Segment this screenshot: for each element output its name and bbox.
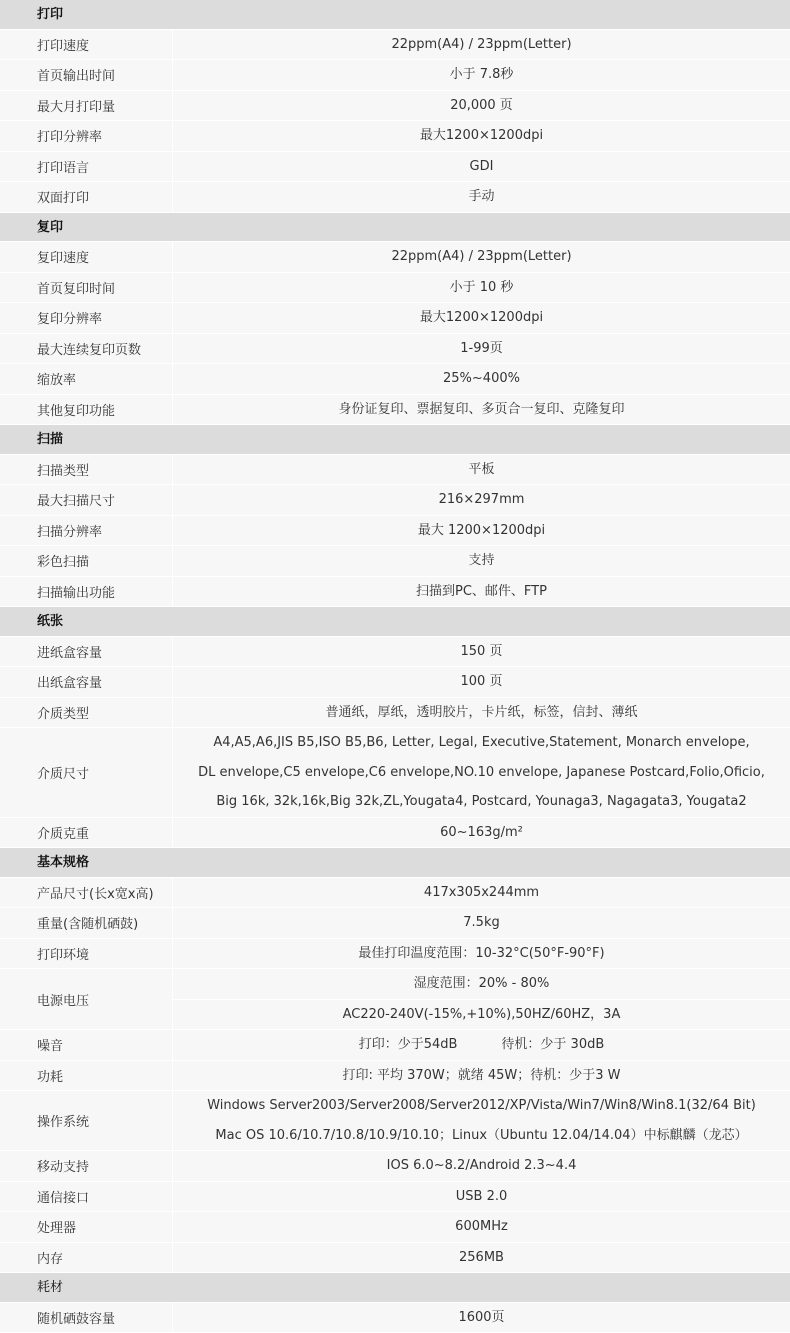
spec-values bbox=[173, 1061, 790, 1091]
spec-row bbox=[0, 242, 790, 273]
spec-values bbox=[173, 728, 790, 817]
spec-row bbox=[0, 485, 790, 516]
spec-values bbox=[173, 908, 790, 938]
spec-row bbox=[0, 728, 790, 818]
spec-label: 介质克重 bbox=[0, 818, 173, 848]
spec-value: 600MHz bbox=[173, 1212, 790, 1242]
spec-row bbox=[0, 969, 790, 1030]
spec-values bbox=[173, 485, 790, 515]
spec-value: 平板 bbox=[173, 455, 790, 485]
spec-row bbox=[0, 818, 790, 849]
spec-row bbox=[0, 577, 790, 608]
spec-values bbox=[173, 1151, 790, 1181]
spec-row bbox=[0, 121, 790, 152]
spec-values bbox=[173, 182, 790, 212]
spec-values bbox=[173, 30, 790, 60]
spec-row bbox=[0, 516, 790, 547]
spec-value: 支持 bbox=[173, 546, 790, 576]
spec-value: Windows Server2003/Server2008/Server2012/XP/Vista/Win7/Win8/Win8.1(32/64 Bit) bbox=[173, 1091, 790, 1121]
spec-values bbox=[173, 1091, 790, 1150]
spec-row bbox=[0, 908, 790, 939]
spec-value: 扫描到PC、邮件、FTP bbox=[173, 577, 790, 607]
spec-row bbox=[0, 698, 790, 729]
spec-value: 417x305x244mm bbox=[173, 878, 790, 908]
spec-values bbox=[173, 152, 790, 182]
spec-row bbox=[0, 273, 790, 304]
spec-label: 复印速度 bbox=[0, 242, 173, 272]
spec-value: GDI bbox=[173, 152, 790, 182]
spec-row bbox=[0, 1212, 790, 1243]
spec-values bbox=[173, 1303, 790, 1333]
spec-value: 普通纸，厚纸，透明胶片，卡片纸，标签，信封、薄纸 bbox=[173, 698, 790, 728]
spec-values bbox=[173, 577, 790, 607]
spec-row bbox=[0, 546, 790, 577]
spec-label: 打印分辨率 bbox=[0, 121, 173, 151]
spec-label: 首页输出时间 bbox=[0, 60, 173, 90]
spec-label: 介质类型 bbox=[0, 698, 173, 728]
spec-values bbox=[173, 516, 790, 546]
section-header: 基本规格 bbox=[0, 848, 790, 878]
spec-label: 彩色扫描 bbox=[0, 546, 173, 576]
spec-values bbox=[173, 303, 790, 333]
spec-label: 介质尺寸 bbox=[0, 728, 173, 817]
spec-value: 最佳打印温度范围：10-32°C(50°F-90°F) bbox=[173, 939, 790, 969]
spec-value: 60~163g/m² bbox=[173, 818, 790, 848]
spec-values bbox=[173, 818, 790, 848]
spec-value: 20,000 页 bbox=[173, 91, 790, 121]
section-header: 扫描 bbox=[0, 425, 790, 455]
spec-values bbox=[173, 242, 790, 272]
spec-label: 最大扫描尺寸 bbox=[0, 485, 173, 515]
spec-row bbox=[0, 91, 790, 122]
spec-label: 打印语言 bbox=[0, 152, 173, 182]
spec-values bbox=[173, 60, 790, 90]
spec-value: 22ppm(A4) / 23ppm(Letter) bbox=[173, 242, 790, 272]
spec-value: 手动 bbox=[173, 182, 790, 212]
spec-value: 150 页 bbox=[173, 637, 790, 667]
spec-value: 7.5kg bbox=[173, 908, 790, 938]
spec-row bbox=[0, 939, 790, 970]
spec-values bbox=[173, 637, 790, 667]
spec-value: 22ppm(A4) / 23ppm(Letter) bbox=[173, 30, 790, 60]
spec-value: IOS 6.0~8.2/Android 2.3~4.4 bbox=[173, 1151, 790, 1181]
spec-label: 噪音 bbox=[0, 1030, 173, 1060]
spec-value bbox=[173, 1030, 790, 1060]
spec-label: 处理器 bbox=[0, 1212, 173, 1242]
spec-values bbox=[173, 667, 790, 697]
spec-row bbox=[0, 395, 790, 426]
spec-row bbox=[0, 1061, 790, 1092]
section-header: 耗材 bbox=[0, 1273, 790, 1303]
spec-row bbox=[0, 334, 790, 365]
spec-row bbox=[0, 1091, 790, 1151]
spec-values bbox=[173, 364, 790, 394]
spec-value: DL envelope,C5 envelope,C6 envelope,NO.10 envelope, Japanese Postcard,Folio,Oficio, bbox=[173, 758, 790, 788]
spec-value: 最大1200×1200dpi bbox=[173, 303, 790, 333]
spec-values bbox=[173, 455, 790, 485]
spec-values bbox=[173, 273, 790, 303]
spec-value: 256MB bbox=[173, 1243, 790, 1273]
spec-value: 打印: 平均 370W；就绪 45W；待机：少于3 W bbox=[173, 1061, 790, 1091]
spec-row bbox=[0, 1243, 790, 1274]
spec-values bbox=[173, 1243, 790, 1273]
spec-row bbox=[0, 667, 790, 698]
spec-value: Big 16k, 32k,16k,Big 32k,ZL,Yougata4, Postcard, Younaga3, Nagagata3, Yougata2 bbox=[173, 787, 790, 817]
spec-row bbox=[0, 637, 790, 668]
spec-value: 100 页 bbox=[173, 667, 790, 697]
section-header: 纸张 bbox=[0, 607, 790, 637]
spec-label: 操作系统 bbox=[0, 1091, 173, 1150]
spec-values bbox=[173, 1182, 790, 1212]
spec-label: 出纸盒容量 bbox=[0, 667, 173, 697]
spec-value-part: 待机：少于 30dB bbox=[501, 1037, 604, 1052]
spec-label: 扫描输出功能 bbox=[0, 577, 173, 607]
spec-label: 移动支持 bbox=[0, 1151, 173, 1181]
spec-label: 最大月打印量 bbox=[0, 91, 173, 121]
spec-label: 进纸盒容量 bbox=[0, 637, 173, 667]
spec-value: 216×297mm bbox=[173, 485, 790, 515]
spec-row bbox=[0, 1303, 790, 1333]
spec-value: 小于 7.8秒 bbox=[173, 60, 790, 90]
spec-values bbox=[173, 121, 790, 151]
spec-values bbox=[173, 1212, 790, 1242]
spec-values bbox=[173, 334, 790, 364]
spec-label: 扫描类型 bbox=[0, 455, 173, 485]
spec-values bbox=[173, 939, 790, 969]
spec-label: 缩放率 bbox=[0, 364, 173, 394]
spec-label: 双面打印 bbox=[0, 182, 173, 212]
spec-value: 1-99页 bbox=[173, 334, 790, 364]
spec-row bbox=[0, 152, 790, 183]
spec-value: 湿度范围：20% - 80% bbox=[173, 969, 790, 999]
spec-label: 其他复印功能 bbox=[0, 395, 173, 425]
spec-value: A4,A5,A6,JIS B5,ISO B5,B6, Letter, Legal, Executive,Statement, Monarch envelope, bbox=[173, 728, 790, 758]
spec-row bbox=[0, 1182, 790, 1213]
spec-row bbox=[0, 878, 790, 909]
spec-values bbox=[173, 395, 790, 425]
section-header: 复印 bbox=[0, 213, 790, 243]
spec-values bbox=[173, 1030, 790, 1060]
spec-row bbox=[0, 455, 790, 486]
spec-row bbox=[0, 364, 790, 395]
spec-values bbox=[173, 698, 790, 728]
spec-row bbox=[0, 1030, 790, 1061]
spec-label: 内存 bbox=[0, 1243, 173, 1273]
spec-values bbox=[173, 969, 790, 1029]
spec-row bbox=[0, 30, 790, 61]
spec-value: 25%~400% bbox=[173, 364, 790, 394]
spec-label: 最大连续复印页数 bbox=[0, 334, 173, 364]
spec-row bbox=[0, 182, 790, 213]
spec-value: 最大1200×1200dpi bbox=[173, 121, 790, 151]
spec-value: 小于 10 秒 bbox=[173, 273, 790, 303]
spec-label: 随机硒鼓容量 bbox=[0, 1303, 173, 1333]
spec-label: 功耗 bbox=[0, 1061, 173, 1091]
spec-row bbox=[0, 1151, 790, 1182]
spec-label: 重量(含随机硒鼓) bbox=[0, 908, 173, 938]
spec-value: Mac OS 10.6/10.7/10.8/10.9/10.10；Linux（Ubuntu 12.04/14.04）中标麒麟（龙芯） bbox=[173, 1121, 790, 1151]
spec-value: 1600页 bbox=[173, 1303, 790, 1333]
spec-label: 通信接口 bbox=[0, 1182, 173, 1212]
spec-row bbox=[0, 303, 790, 334]
spec-label: 产品尺寸(长x宽x高) bbox=[0, 878, 173, 908]
spec-label: 打印速度 bbox=[0, 30, 173, 60]
spec-label: 复印分辨率 bbox=[0, 303, 173, 333]
spec-value-part: 打印：少于54dB bbox=[359, 1037, 458, 1052]
section-header: 打印 bbox=[0, 0, 790, 30]
spec-label: 打印环境 bbox=[0, 939, 173, 969]
spec-values bbox=[173, 546, 790, 576]
spec-value: 最大 1200×1200dpi bbox=[173, 516, 790, 546]
spec-label: 首页复印时间 bbox=[0, 273, 173, 303]
spec-row bbox=[0, 60, 790, 91]
spec-label: 扫描分辨率 bbox=[0, 516, 173, 546]
spec-label: 电源电压 bbox=[0, 969, 173, 1029]
spec-values bbox=[173, 91, 790, 121]
spec-value: AC220-240V(-15%,+10%),50HZ/60HZ，3A bbox=[173, 999, 790, 1030]
spec-values bbox=[173, 878, 790, 908]
spec-value: 身份证复印、票据复印、多页合一复印、克隆复印 bbox=[173, 395, 790, 425]
spec-value: USB 2.0 bbox=[173, 1182, 790, 1212]
